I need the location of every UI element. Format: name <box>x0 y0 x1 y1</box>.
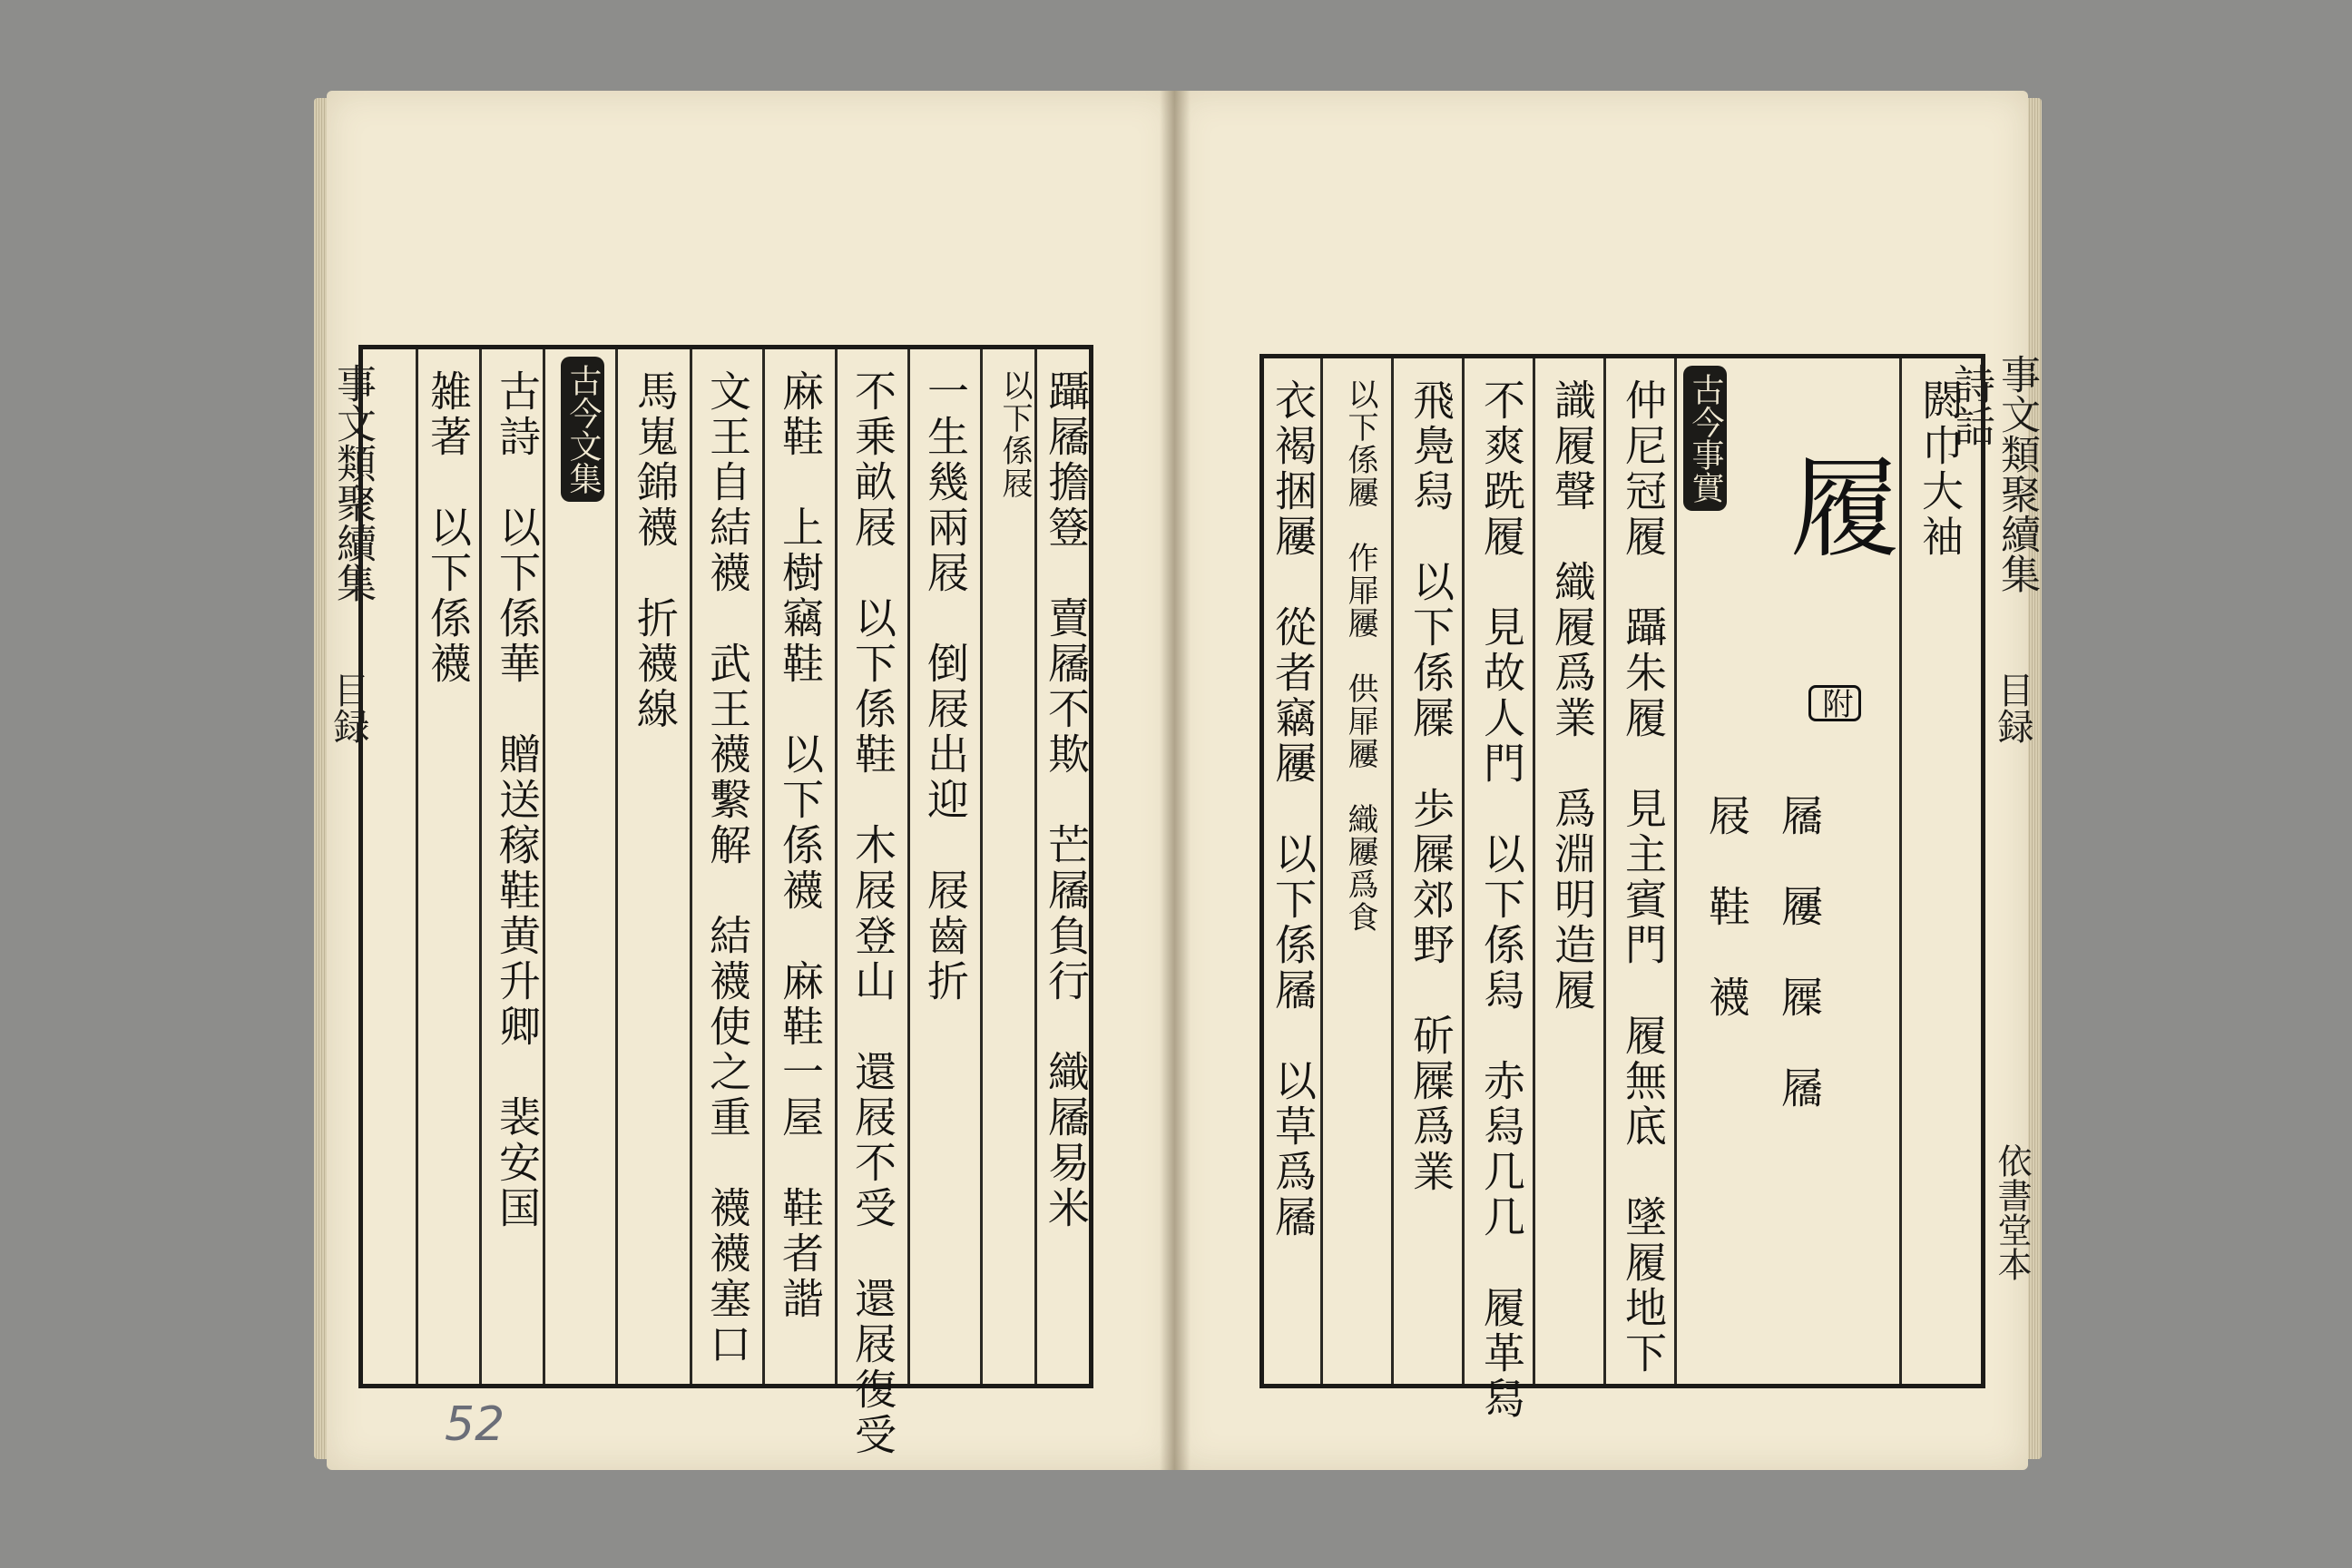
pencil-page-number: 52 <box>445 1397 505 1452</box>
column-rule <box>835 349 838 1384</box>
column-rule <box>1391 358 1394 1384</box>
collection-label: 古今文集 <box>561 357 604 502</box>
text-column: 閼巾大袖 <box>1916 378 1965 560</box>
text-column: 屩 屨 屧 屩 <box>1775 794 1824 1112</box>
column-rule <box>1462 358 1465 1384</box>
open-book <box>327 91 2042 1493</box>
text-column: 文王自結襪 武王襪繫解 結襪使之重 襪襪塞口 <box>703 369 752 1367</box>
text-column: 仲尼冠履 躡朱履 見主賓門 履無底 墜履地下 <box>1619 378 1668 1377</box>
column-rule <box>1533 358 1535 1384</box>
right-margin-footer: 依書堂本 <box>1992 1143 2032 1281</box>
text-column: 衣褐捆屨 從者竊屨 以下係屩 以草爲屩 <box>1269 378 1318 1240</box>
collection-label: 古今事實 <box>1683 366 1727 511</box>
left-margin-title: 事文類聚續集 <box>329 363 376 603</box>
column-rule <box>907 349 910 1384</box>
text-column: 古詩 以下係華 贈送稼鞋黄升卿 裴安国 <box>493 369 542 1231</box>
text-column: 屐 鞋 襪 <box>1702 794 1751 1021</box>
column-rule <box>1674 358 1677 1384</box>
column-rule <box>1603 358 1606 1384</box>
text-column: 馬嵬錦襪 折襪線 <box>631 369 680 732</box>
appendix-marker: 附 <box>1808 685 1861 721</box>
text-column: 麻鞋 上樹竊鞋 以下係襪 麻鞋一屋 鞋者諧 <box>776 369 825 1322</box>
right-margin-section: 目録 <box>1992 671 2034 744</box>
text-column: 一生幾兩屐 倒屐出迎 屐齒折 <box>921 369 970 1004</box>
text-column: 雑著 以下係襪 <box>424 369 473 687</box>
left-margin-section: 目録 <box>328 671 369 744</box>
text-column: 不爽跣履 見故人門 以下係舄 赤舄几几 履革舄 <box>1477 378 1526 1422</box>
column-rule <box>1320 358 1323 1384</box>
text-column: 以下係屐 <box>996 369 1033 500</box>
text-column: 識履聲 織履爲業 爲淵明造履 <box>1548 378 1597 1014</box>
book-gutter <box>1160 91 1191 1470</box>
column-rule <box>762 349 765 1384</box>
column-rule <box>479 349 482 1384</box>
column-rule <box>690 349 692 1384</box>
text-column: 飛鳧舄 以下係屧 歩屧郊野 斫屧爲業 <box>1406 378 1455 1195</box>
right-margin-title: 事文類聚續集 <box>1994 354 2040 593</box>
column-rule <box>980 349 983 1384</box>
heading-character: 履 <box>1790 446 1899 573</box>
right-page <box>1175 91 2040 1470</box>
text-column: 躡屩擔簦 賣屩不欺 芒屩負行 織屩易米 <box>1042 369 1091 1231</box>
left-page <box>327 91 1175 1470</box>
right-text-frame <box>1259 354 1985 1422</box>
column-rule <box>1034 349 1037 1384</box>
text-column: 不乗畝屐 以下係鞋 木屐登山 還屐不受 還屐復受 <box>848 369 897 1458</box>
right-header-column: 詩話 <box>1947 363 1996 446</box>
text-column: 以下係屨 作屝屨 供屝屨 織屨爲食 <box>1342 378 1378 934</box>
column-rule <box>416 349 418 1384</box>
column-rule <box>1899 358 1902 1384</box>
column-rule <box>615 349 618 1384</box>
